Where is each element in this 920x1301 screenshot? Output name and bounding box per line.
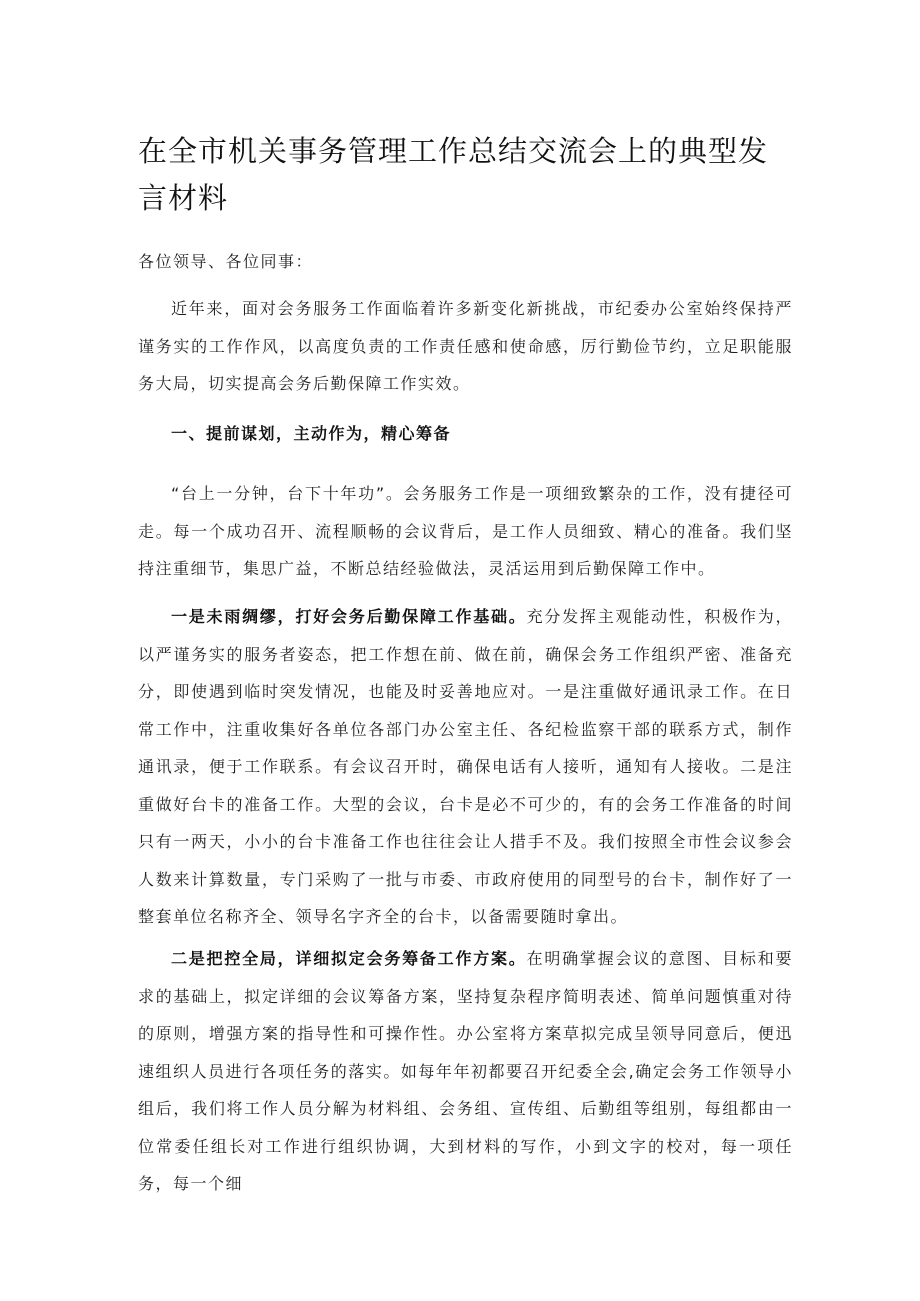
point-one-paragraph bbox=[138, 598, 793, 936]
intro-paragraph: 近年来，面对会务服务工作面临着许多新变化新挑战，市纪委办公室始终保持严谨务实的工作作风，以高度负责的工作责任感和使命感，厉行勤俭节约，立足职能服务大局，切实提高会务后勤保障工作实效。 bbox=[138, 299, 793, 393]
point-two-paragraph bbox=[138, 940, 793, 1203]
point-two-text: 在明确掌握会议的意图、目标和要求的基础上，拟定详细的会议筹备方案，坚持复杂程序简明表述、简单问题慎重对待的原则，增强方案的指导性和可操作性。办公室将方案草拟完成呈领导同意后，便迅速组织人员进行各项任务的落实。如每年年初都要召开纪委全会,确定会务工作领导小组后，我们将工作人员分解为材料组、会务组、宣传组、后勤组等组别，每组都由一位常委任组长对工作进行组织协调，大到材料的写作，小到文字的校对，每一项任务，每一个细 bbox=[138, 949, 793, 1193]
section-heading: 一、提前谋划，主动作为，精心筹备 bbox=[171, 424, 452, 443]
document-title: 在全市机关事务管理工作总结交流会上的典型发言材料 bbox=[138, 134, 769, 215]
salutation: 各位领导、各位同事： bbox=[138, 252, 314, 271]
point-one-lead: 一是未雨绸缪，打好会务后勤保障工作基础。 bbox=[171, 607, 527, 626]
section-intro-paragraph: “台上一分钟，台下十年功”。会务服务工作是一项细致繁杂的工作，没有捷径可走。每一个成功召开、流程顺畅的会议背后，是工作人员细致、精心的准备。我们坚持注重细节，集思广益，不断总结经验做法，灵活运用到后勤保障工作中。 bbox=[138, 484, 793, 578]
point-two-lead: 二是把控全局，详细拟定会务筹备工作方案。 bbox=[171, 949, 527, 968]
point-one-text: 充分发挥主观能动性，积极作为，以严谨务实的服务者姿态，把工作想在前、做在前，确保会务工作组织严密、准备充分，即使遇到临时突发情况，也能及时妥善地应对。一是注重做好通讯录工作。在日常工作中，注重收集好各单位各部门办公室主任、各纪检监察干部的联系方式，制作通讯录，便于工作联系。有会议召开时，确保电话有人接听，通知有人接收。二是注重做好台卡的准备工作。大型的会议，台卡是必不可少的，有的会务工作准备的时间只有一两天，小小的台卡准备工作也往往会让人措手不及。我们按照全市性会议参会人数来计算数量，专门采购了一批与市委、市政府使用的同型号的台卡，制作好了一整套单位名称齐全、领导名字齐全的台卡，以备需要随时拿出。 bbox=[138, 607, 793, 926]
